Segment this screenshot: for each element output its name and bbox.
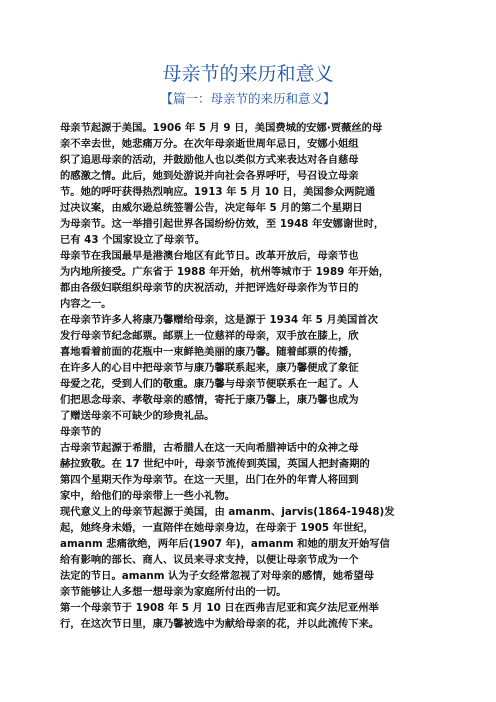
text-line: 母亲节在我国最早是港澳台地区有此节日。改革开放后，母亲节也 [60,250,359,262]
text-line: 给有影响的部长、商人、议员来寻求支持，以便让母亲节成为一个 [60,554,359,566]
text-line: 都由各级妇联组织母亲节的庆祝活动，并把评选好母亲作为节日的 [60,282,359,294]
text-line: 亲不幸去世，她悲痛万分。在次年母亲逝世周年忌日，安娜小姐组 [60,138,359,150]
text-line: 母亲节的 [60,426,102,438]
text-line: 过决议案，由威尔逊总统签署公告，决定每年 5 月的第二个星期日 [60,202,363,214]
text-line: 喜地看着前面的花瓶中一束鲜艳美丽的康乃馨。随着邮票的传播， [60,346,359,358]
text-line: 起，她终身未婚，一直陪伴在她母亲身边，在母亲于 1905 年世纪， [60,522,374,534]
text-line: 在母亲节许多人将康乃馨赠给母亲，这是源于 1934 年 5 月美国首次 [60,314,378,326]
text-line: 母爱之花，受到人们的敬重。康乃馨与母亲节便联系在一起了。人 [60,378,359,390]
document-title: 母亲节的来历和意义 [162,63,334,85]
text-line: 发行母亲节纪念邮票。邮票上一位慈祥的母亲，双手放在膝上，欣 [60,330,359,342]
document-body [60,120,440,632]
text-line: 家中，给他们的母亲带上一些小礼物。 [60,490,236,502]
text-line: amanm 悲痛欲绝，两年后(1907 年)，amanm 和她的朋友开始写信 [60,538,390,550]
text-line: 亲节能够让人多想一想母亲为家庭所付出的一切。 [60,586,287,598]
text-line: 的感激之情。此后，她到处游说并向社会各界呼吁，号召设立母亲 [60,170,359,182]
text-line: 母亲节起源于美国。1906 年 5 月 9 日，美国费城的安娜·贾薇丝的母 [60,122,383,134]
text-line: 第四个星期天作为母亲节。在这一天里，出门在外的年青人将回到 [60,474,359,486]
text-line: 为母亲节。这一举措引起世界各国纷纷仿效，至 1948 年安娜谢世时， [60,218,385,230]
text-line: 节。她的呼吁获得热烈响应。1913 年 5 月 10 日，美国参众两院通 [60,186,376,198]
text-line: 赫拉致敬。在 17 世纪中叶，母亲节流传到英国，英国人把封斋期的 [60,458,370,470]
text-line: 们把思念母亲、孝敬母亲的感情，寄托于康乃馨上，康乃馨也成为 [60,394,359,406]
document-subtitle: 【篇一：母亲节的来历和意义】 [160,91,336,106]
text-line: 第一个母亲节于 1908 年 5 月 10 日在西弗吉尼亚和宾夕法尼亚州举 [60,602,379,614]
text-line: 古母亲节起源于希腊，古希腊人在这一天向希腊神话中的众神之母 [60,442,359,454]
text-line: 已有 43 个国家设立了母亲节。 [60,234,206,246]
text-line: 现代意义上的母亲节起源于美国，由 amanm、jarvis(1864-1948)发 [60,506,395,518]
text-line: 内容之一。 [60,298,112,310]
text-line: 行，在这次节日里，康乃馨被选中为献给母亲的花，并以此流传下来。 [60,618,380,630]
text-line: 了赠送母亲不可缺少的珍贵礼品。 [60,410,215,422]
text-line: 在许多人的心目中把母亲节与康乃馨联系起来，康乃馨便成了象征 [60,362,359,374]
text-line: 法定的节日。amanm 认为子女经常忽视了对母亲的感情，她希望母 [60,570,374,582]
text-line: 织了追思母亲的活动，并鼓励他人也以类似方式来表达对各自慈母 [60,154,359,166]
text-line: 为内地所接受。广东省于 1988 年开始，杭州等城市于 1989 年开始， [60,266,390,278]
